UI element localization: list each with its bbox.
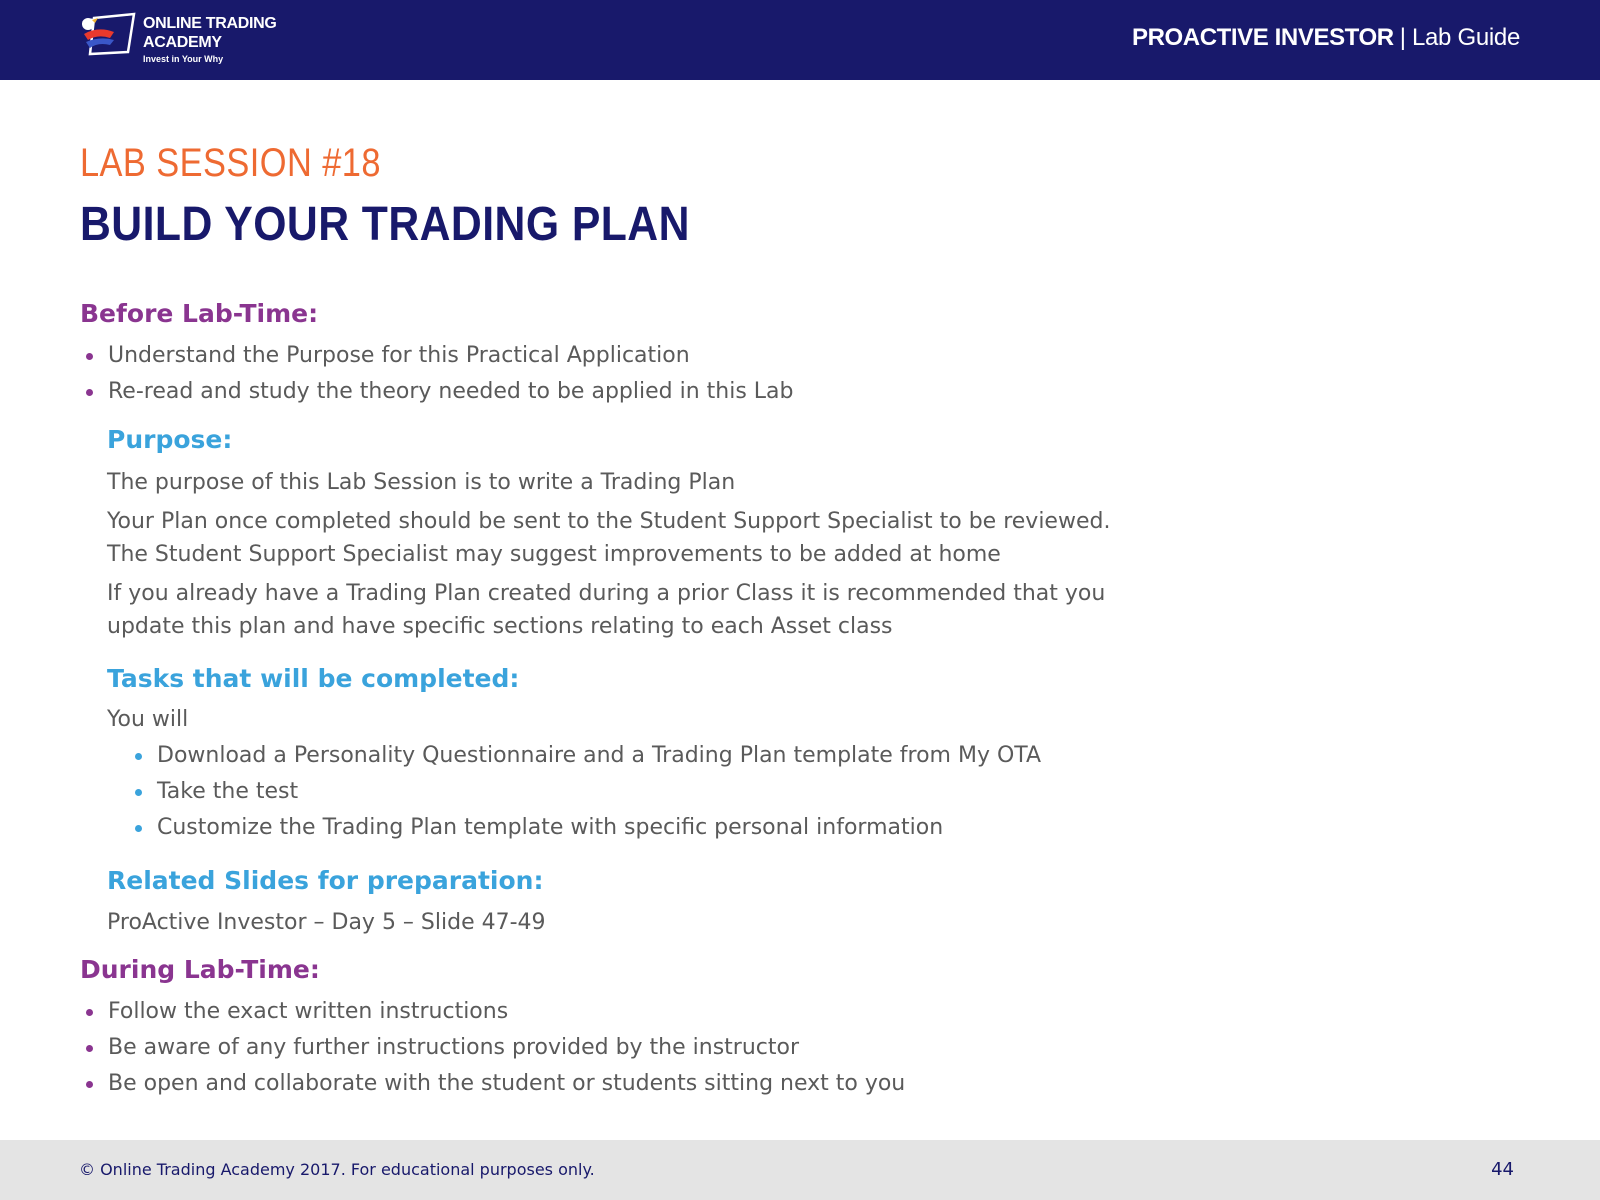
bullet-icon bbox=[135, 753, 142, 760]
purpose-heading: Purpose: bbox=[107, 425, 233, 454]
tasks-list bbox=[157, 738, 1041, 846]
bullet-icon bbox=[86, 389, 93, 396]
bullet-icon bbox=[86, 1045, 93, 1052]
before-lab-heading: Before Lab-Time: bbox=[80, 299, 319, 328]
related-slides-heading: Related Slides for preparation: bbox=[107, 866, 544, 895]
bullet-icon bbox=[86, 353, 93, 360]
course-name: PROACTIVE INVESTOR bbox=[1131, 24, 1394, 51]
related-slides-text: ProActive Investor – Day 5 – Slide 47-49 bbox=[107, 910, 546, 935]
list-item-text: Be aware of any further instructions provided by the instructor bbox=[108, 1035, 800, 1060]
during-lab-list bbox=[108, 994, 905, 1102]
logo-text-line2: ACADEMY bbox=[143, 34, 222, 51]
bullet-icon bbox=[86, 1081, 93, 1088]
header-course-title bbox=[1132, 24, 1520, 52]
tasks-intro: You will bbox=[107, 707, 189, 732]
list-item-text: Take the test bbox=[157, 779, 299, 804]
list-item bbox=[157, 738, 1041, 774]
bullet-icon bbox=[135, 789, 142, 796]
purpose-paragraph2 bbox=[107, 505, 1110, 571]
logo-tagline: Invest in Your Why bbox=[143, 54, 224, 64]
logo-text-line1: ONLINE TRADING bbox=[143, 15, 277, 32]
purpose-paragraph3-line2: update this plan and have specific sections relating to each Asset class bbox=[107, 614, 893, 639]
page-title: BUILD YOUR TRADING PLAN bbox=[80, 198, 690, 251]
footer-copyright: © Online Trading Academy 2017. For educational purposes only. bbox=[79, 1160, 595, 1179]
list-item bbox=[108, 1066, 905, 1102]
page-number: 44 bbox=[1491, 1159, 1514, 1180]
guide-name: Lab Guide bbox=[1411, 24, 1520, 51]
list-item-text: Download a Personality Questionnaire and a Trading Plan template from My OTA bbox=[157, 743, 1042, 768]
list-item bbox=[108, 374, 793, 410]
list-item-text: Customize the Trading Plan template with specific personal information bbox=[157, 815, 944, 840]
list-item-text: Understand the Purpose for this Practical Application bbox=[108, 343, 690, 368]
footer-bar bbox=[0, 1140, 1600, 1200]
header-bar bbox=[0, 0, 1600, 80]
list-item-text: Re-read and study the theory needed to be applied in this Lab bbox=[108, 379, 794, 404]
tasks-heading: Tasks that will be completed: bbox=[107, 664, 520, 693]
list-item bbox=[157, 810, 1041, 846]
list-item bbox=[108, 338, 793, 374]
list-item-text: Follow the exact written instructions bbox=[108, 999, 509, 1024]
purpose-paragraph3 bbox=[107, 577, 1105, 643]
during-lab-heading: During Lab-Time: bbox=[80, 955, 320, 984]
eagle-flag-logo-icon bbox=[80, 12, 136, 56]
list-item-text: Be open and collaborate with the student or students sitting next to you bbox=[108, 1071, 906, 1096]
list-item bbox=[108, 994, 905, 1030]
bullet-icon bbox=[86, 1009, 93, 1016]
purpose-paragraph3-line1: If you already have a Trading Plan created during a prior Class it is recommended that you bbox=[107, 581, 1106, 606]
header-separator: | bbox=[1399, 24, 1406, 51]
purpose-line1: The purpose of this Lab Session is to write a Trading Plan bbox=[107, 470, 736, 495]
session-label: LAB SESSION #18 bbox=[80, 141, 381, 185]
before-lab-list bbox=[108, 338, 793, 410]
bullet-icon bbox=[135, 825, 142, 832]
purpose-paragraph2-line2: The Student Support Specialist may suggest improvements to be added at home bbox=[107, 542, 1001, 567]
list-item bbox=[157, 774, 1041, 810]
list-item bbox=[108, 1030, 905, 1066]
purpose-paragraph2-line1: Your Plan once completed should be sent to the Student Support Specialist to be reviewed. bbox=[107, 509, 1111, 534]
logo bbox=[80, 12, 280, 70]
